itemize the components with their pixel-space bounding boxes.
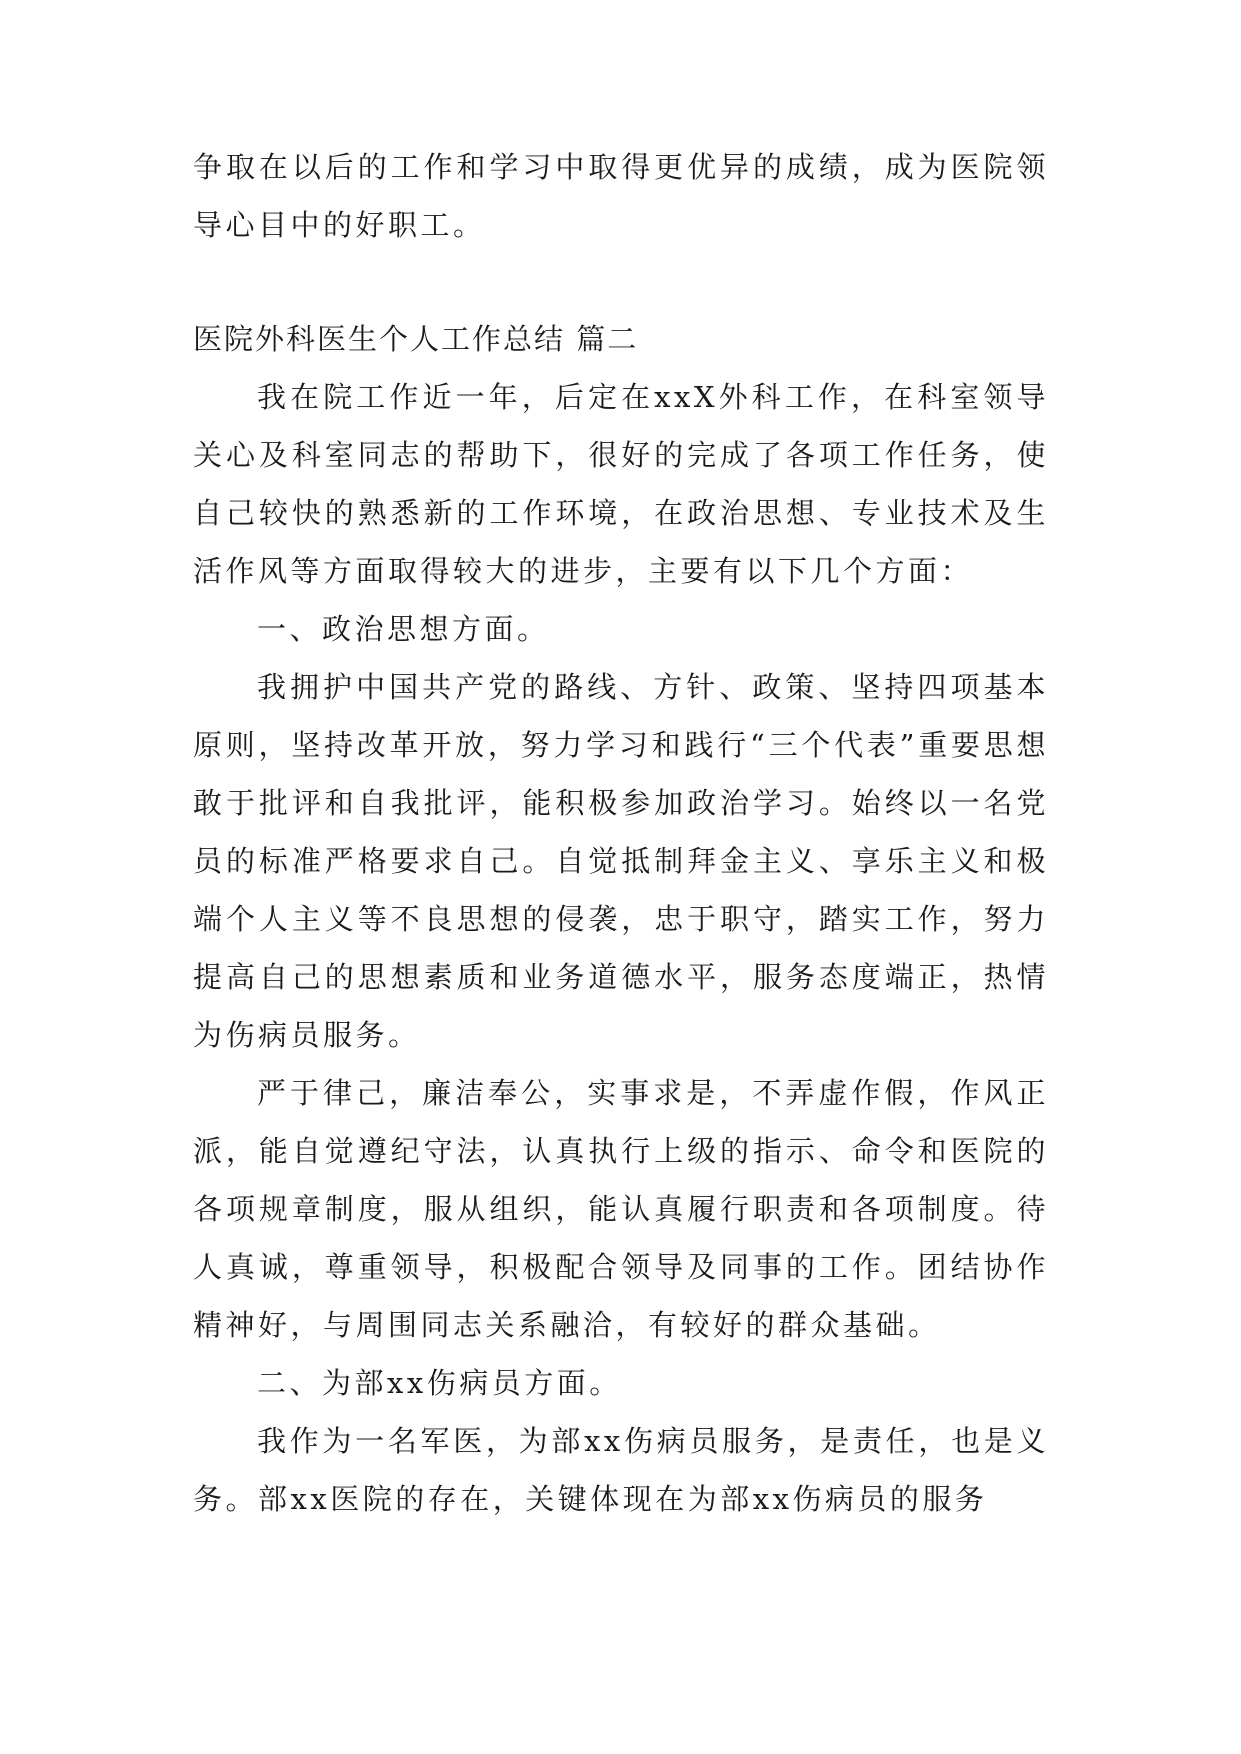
paragraph-political: 我拥护中国共产党的路线、方针、政策、坚持四项基本原则，坚持改革开放，努力学习和践行“三个代表”重要思想敢于批评和自我批评，能积极参加政治学习。始终以一名党员的标准严格要求自己。自觉抵制拜金主义、享乐主义和极端个人主义等不良思想的侵袭，忠于职守，踏实工作，努力提高自己的思想素质和业务道德水平，服务态度端正，热情为伤病员服务。 (193, 670, 1049, 1052)
body-block (193, 310, 1049, 1528)
section-title: 医院外科医生个人工作总结 篇二 (193, 322, 639, 356)
continuation-paragraph: 争取在以后的工作和学习中取得更优异的成绩，成为医院领导心目中的好职工。 (193, 150, 1049, 242)
continuation-block (193, 138, 1049, 254)
subheading-political: 一、政治思想方面。 (257, 612, 550, 646)
paragraph-service: 我作为一名军医，为部xx伤病员服务，是责任，也是义务。部xx医院的存在，关键体现在为部xx伤病员的服务 (193, 1424, 1049, 1516)
subheading-service: 二、为部xx伤病员方面。 (257, 1366, 622, 1400)
paragraph-intro: 我在院工作近一年，后定在xxX外科工作，在科室领导关心及科室同志的帮助下，很好的完成了各项工作任务，使自己较快的熟悉新的工作环境，在政治思想、专业技术及生活作风等方面取得较大的进步，主要有以下几个方面： (193, 380, 1049, 588)
paragraph-conduct: 严于律己，廉洁奉公，实事求是，不弄虚作假，作风正派，能自觉遵纪守法，认真执行上级的指示、命令和医院的各项规章制度，服从组织，能认真履行职责和各项制度。待人真诚，尊重领导，积极配合领导及同事的工作。团结协作精神好，与周围同志关系融洽，有较好的群众基础。 (193, 1076, 1049, 1342)
